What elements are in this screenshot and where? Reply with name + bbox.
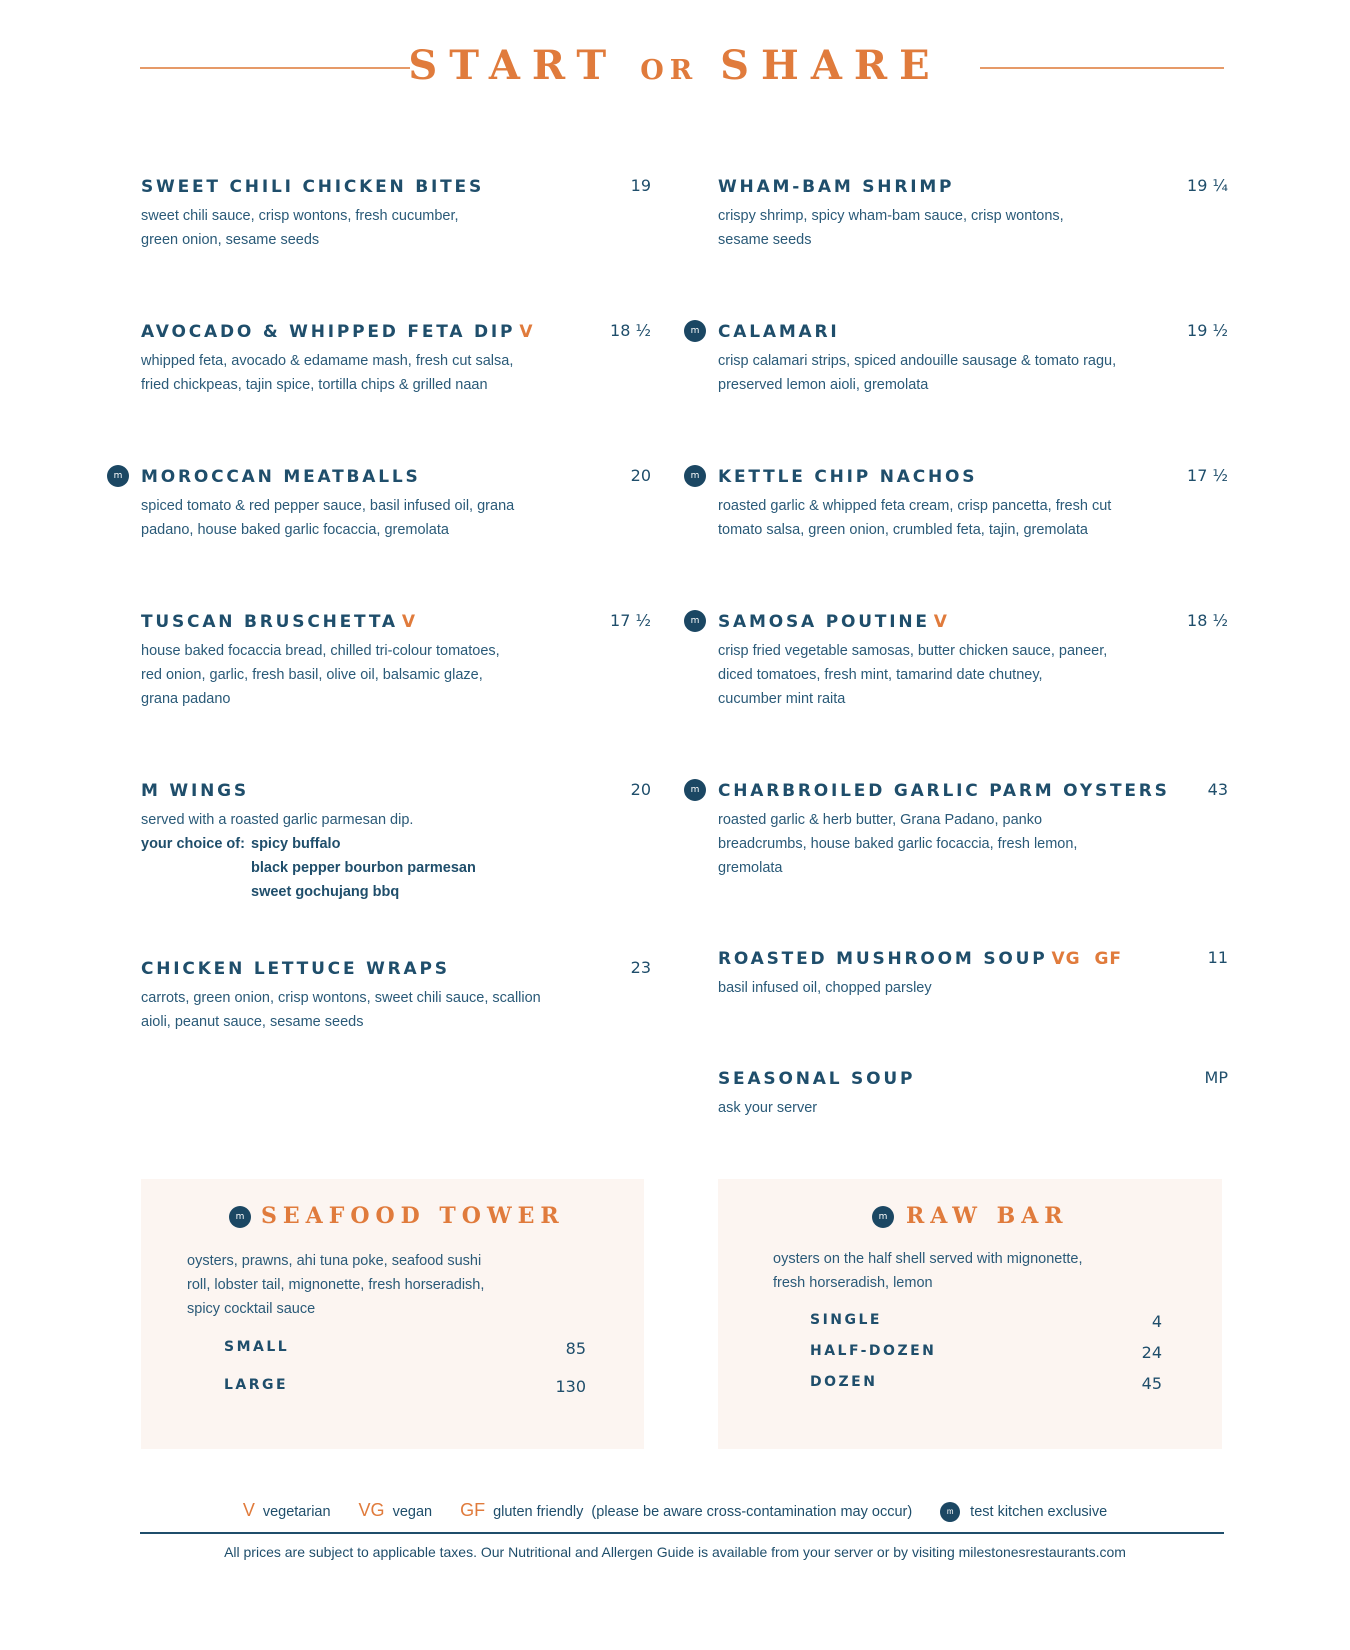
size-label: DOZEN [810,1374,878,1390]
item-price: 23 [630,958,651,977]
menu-item [718,466,1228,542]
menu-item [718,321,1228,397]
item-name: CALAMARI [718,322,840,342]
menu-item [718,611,1228,711]
size-row-single [810,1312,1162,1334]
item-name: KETTLE CHIP NACHOS [718,467,978,487]
item-name: WHAM-BAM SHRIMP [718,177,955,197]
size-label: SINGLE [810,1312,882,1328]
test-kitchen-badge-icon: m [107,465,129,487]
item-name: SWEET CHILI CHICKEN BITES [141,177,485,197]
raw-bar-description: oysters on the half shell served with mignonette, fresh horseradish, lemon [773,1251,1083,1291]
item-description: roasted garlic & whipped feta cream, crisp pancetta, fresh cut tomato salsa, green onion, crumbled feta, tajin, gremolata [718,498,1112,538]
choice-label: your choice of: [141,836,245,852]
menu-item [141,780,651,904]
legend-vg-symbol: VG [358,1500,385,1520]
item-description: carrots, green onion, crisp wontons, sweet chili sauce, scallion aioli, peanut sauce, sesame seeds [141,990,541,1030]
legend-v-symbol: V [242,1500,255,1520]
seafood-tower-description: oysters, prawns, ahi tuna poke, seafood sushi roll, lobster tail, mignonette, fresh horseradish, spicy cocktail sauce [187,1253,485,1317]
seafood-tower-title: SEAFOOD TOWER [261,1203,565,1229]
title-word-start: START [408,42,619,89]
item-name: AVOCADO & WHIPPED FETA DIP [141,322,516,342]
item-price: 19 ½ [1187,321,1228,340]
menu-item [141,611,651,711]
item-price: 43 [1207,780,1228,799]
item-price: MP [1204,1068,1228,1087]
legend-vg-label: vegan [392,1504,433,1520]
menu-item [718,948,1228,1000]
item-description: roasted garlic & herb butter, Grana Padano, panko breadcrumbs, house baked garlic focaccia, fresh lemon, gremolata [718,812,1078,876]
size-price: 24 [1141,1343,1162,1362]
item-description: crisp fried vegetable samosas, butter chicken sauce, paneer, diced tomatoes, fresh mint, tamarind date chutney, cucumber mint raita [718,643,1108,707]
item-description: whipped feta, avocado & edamame mash, fresh cut salsa, fried chickpeas, tajin spice, tortilla chips & grilled naan [141,353,514,393]
item-description: crispy shrimp, spicy wham-bam sauce, crisp wontons, sesame seeds [718,208,1064,248]
footer-note: All prices are subject to applicable taxes. Our Nutritional and Allergen Guide is available from your server or by visiting milestonesrestaurants.com [224,1544,1126,1560]
size-price: 85 [565,1339,586,1358]
seafood-tower-panel [141,1179,644,1449]
item-name: ROASTED MUSHROOM SOUP [718,949,1048,969]
choice-option: black pepper bourbon parmesan [251,860,476,876]
size-price: 130 [555,1377,586,1396]
choice-option: spicy buffalo [251,836,341,852]
menu-item [718,176,1228,252]
size-row-large [224,1377,586,1399]
diet-tag: V [401,612,417,632]
size-row-small [224,1339,586,1361]
choice-option: sweet gochujang bbq [251,884,400,900]
item-price: 19 [630,176,651,195]
test-kitchen-badge-icon: m [940,1502,960,1522]
size-label: LARGE [224,1377,289,1393]
item-price: 20 [630,780,651,799]
item-name: TUSCAN BRUSCHETTA [141,612,398,632]
size-price: 45 [1141,1374,1162,1393]
size-row-half-dozen [810,1343,1162,1365]
legend-gf-note: (please be aware cross-contamination may occur) [591,1504,913,1520]
diet-tag: VG GF [1051,949,1123,969]
item-price: 18 ½ [610,321,651,340]
test-kitchen-badge-icon: m [684,779,706,801]
menu-item [141,466,651,542]
item-name: SEASONAL SOUP [718,1069,916,1089]
item-price: 20 [630,466,651,485]
item-name: SAMOSA POUTINE [718,612,930,632]
item-name: MOROCCAN MEATBALLS [141,467,421,487]
test-kitchen-badge-icon: m [872,1206,894,1228]
item-description: sweet chili sauce, crisp wontons, fresh cucumber, green onion, sesame seeds [141,208,459,248]
menu-item [718,1068,1228,1120]
item-description: crisp calamari strips, spiced andouille sausage & tomato ragu, preserved lemon aioli, gremolata [718,353,1117,393]
item-price: 17 ½ [1187,466,1228,485]
item-price: 18 ½ [1187,611,1228,630]
size-label: HALF-DOZEN [810,1343,937,1359]
item-description: spiced tomato & red pepper sauce, basil infused oil, grana padano, house baked garlic focaccia, gremolata [141,498,515,538]
menu-item [141,176,651,252]
legend-gf-label: gluten friendly [493,1504,584,1520]
item-name: M WINGS [141,781,249,801]
page-title [0,42,1350,89]
raw-bar-title: RAW BAR [906,1203,1069,1229]
size-row-dozen [810,1374,1162,1396]
test-kitchen-badge-icon: m [684,465,706,487]
item-name: CHICKEN LETTUCE WRAPS [141,959,450,979]
legend-v-label: vegetarian [262,1504,331,1520]
size-label: SMALL [224,1339,290,1355]
item-price: 17 ½ [610,611,651,630]
title-word-share: SHARE [720,42,942,89]
item-description: house baked focaccia bread, chilled tri-colour tomatoes, red onion, garlic, fresh basil, olive oil, balsamic glaze, grana padano [141,643,500,707]
diet-tag: V [519,322,534,342]
title-word-or: OR [640,55,699,86]
legend-gf-symbol: GF [460,1500,486,1520]
dietary-legend [0,1500,1350,1522]
item-name: CHARBROILED GARLIC PARM OYSTERS [718,781,1170,801]
menu-item [141,321,651,397]
size-price: 4 [1151,1312,1162,1331]
menu-item [141,958,651,1034]
test-kitchen-badge-icon: m [229,1206,251,1228]
raw-bar-panel [718,1179,1222,1449]
item-price: 19 ¼ [1187,176,1228,195]
footer-rule [140,1532,1224,1534]
legend-exclusive-label: test kitchen exclusive [970,1504,1108,1520]
test-kitchen-badge-icon: m [684,320,706,342]
item-price: 11 [1207,948,1228,967]
item-description: ask your server [718,1100,818,1116]
test-kitchen-badge-icon: m [684,610,706,632]
diet-tag: V [933,612,948,632]
menu-item [718,780,1228,880]
item-description: basil infused oil, chopped parsley [718,980,932,996]
wing-choices [141,832,651,904]
item-description: served with a roasted garlic parmesan dip. [141,812,414,828]
